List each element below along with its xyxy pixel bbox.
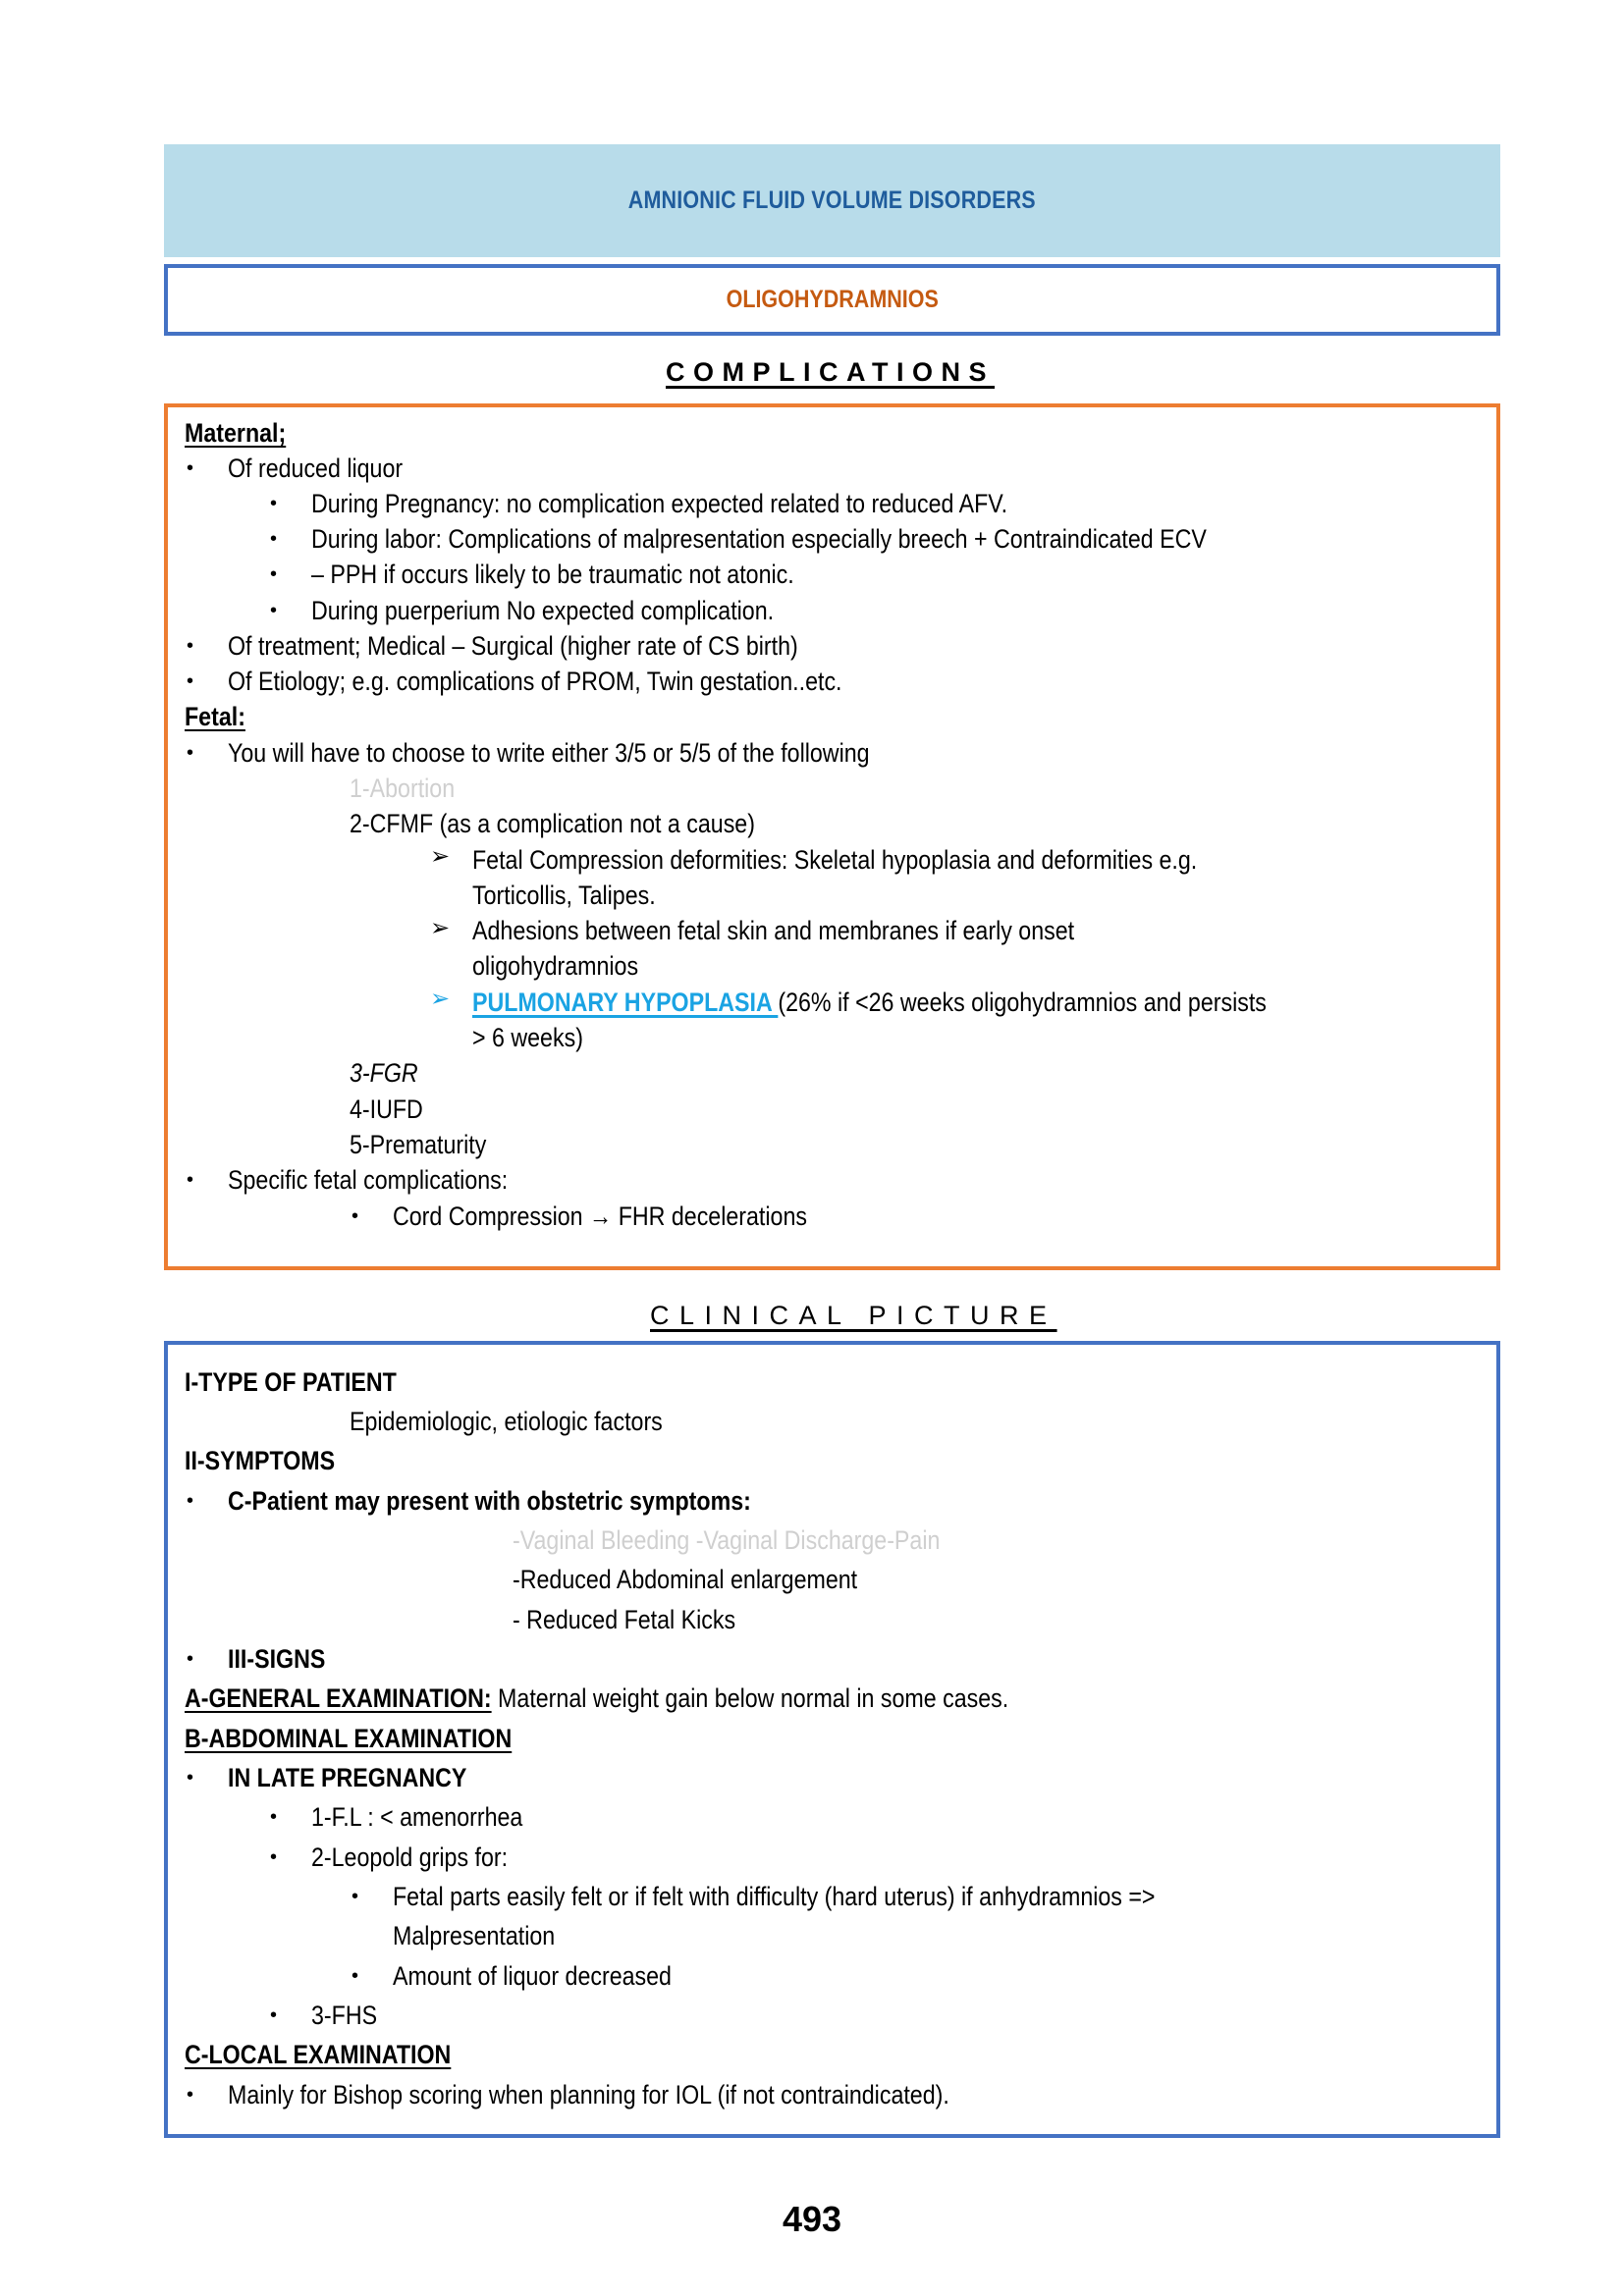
maternal-item: Of reduced liquor — [228, 454, 404, 483]
subtitle-box — [164, 264, 1500, 336]
bullet-icon: • — [352, 1205, 359, 1227]
fetal-item-iufd: 4-IUFD — [350, 1095, 423, 1124]
local-examination-label: C-LOCAL EXAMINATION — [185, 2040, 452, 2069]
specific-fetal-item: Cord Compression → FHR decelerations — [393, 1201, 807, 1231]
fetal-label: Fetal: — [185, 702, 245, 731]
pulmonary-hypoplasia-detail: (26% if <26 weeks oligohydramnios and persists — [778, 988, 1267, 1017]
bullet-icon: • — [187, 1648, 194, 1670]
page-number: 493 — [782, 2199, 842, 2239]
bullet-icon: • — [187, 1490, 194, 1512]
bullet-icon: • — [187, 635, 194, 657]
fetal-intro: You will have to choose to write either 3/5 or 5/5 of the following — [228, 738, 870, 768]
pulmonary-hypoplasia-link[interactable]: PULMONARY HYPOPLASIA — [472, 988, 779, 1017]
symptom-item: - Reduced Fetal Kicks — [513, 1605, 736, 1634]
general-examination-text: Maternal weight gain below normal in some cases. — [491, 1683, 1009, 1713]
cfmf-sub-adhesions: Adhesions between fetal skin and membranes if early onset — [472, 916, 1075, 945]
symptom-item: -Reduced Abdominal enlargement — [513, 1565, 858, 1594]
bullet-icon: • — [270, 1806, 278, 1828]
cfmf-sub-compression-cont: Torticollis, Talipes. — [472, 881, 656, 910]
bullet-icon: • — [270, 1846, 278, 1868]
cfmf-sub-pulmonary-cont: > 6 weeks) — [472, 1023, 583, 1052]
maternal-item: Of Etiology; e.g. complications of PROM, Twin gestation..etc. — [228, 667, 842, 696]
maternal-subitem: During puerperium No expected complication. — [311, 596, 775, 625]
symptoms-bullet: C-Patient may present with obstetric symptoms: — [228, 1486, 751, 1516]
general-examination — [185, 1683, 1008, 1714]
fetal-item-abortion: 1-Abortion — [350, 774, 456, 803]
leopold-sub-liquor: Amount of liquor decreased — [393, 1961, 672, 1991]
local-examination-text: Mainly for Bishop scoring when planning for IOL (if not contraindicated). — [228, 2080, 949, 2109]
maternal-item: Of treatment; Medical – Surgical (higher rate of CS birth) — [228, 631, 798, 661]
bullet-icon: • — [270, 2004, 278, 2026]
leopold-sub-fetal-parts-cont: Malpresentation — [393, 1921, 556, 1950]
bullet-icon: • — [187, 2084, 194, 2106]
cfmf-sub-adhesions-cont: oligohydramnios — [472, 951, 639, 981]
signs-label: III-SIGNS — [228, 1644, 326, 1674]
leopold-item: 2-Leopold grips for: — [311, 1842, 509, 1872]
maternal-subitem: During Pregnancy: no complication expected related to reduced AFV. — [311, 489, 1008, 518]
fetal-item-prematurity: 5-Prematurity — [350, 1130, 487, 1159]
general-examination-label: A-GENERAL EXAMINATION: — [185, 1683, 492, 1713]
title-banner — [164, 144, 1500, 257]
maternal-subitem: During labor: Complications of malpresentation especially breech + Contraindicated ECV — [311, 524, 1207, 554]
cfmf-sub-compression: Fetal Compression deformities: Skeletal hypoplasia and deformities e.g. — [472, 845, 1198, 875]
bullet-icon: • — [187, 742, 194, 764]
cfmf-sub-pulmonary — [472, 988, 1267, 1018]
bullet-icon: • — [270, 528, 278, 550]
section-subtitle: OLIGOHYDRAMNIOS — [726, 286, 939, 313]
bullet-icon: • — [187, 670, 194, 692]
fetal-item-cfmf: 2-CFMF (as a complication not a cause) — [350, 809, 755, 838]
arrow-bullet-icon: ➢ — [430, 915, 451, 941]
bullet-icon: • — [352, 1886, 359, 1907]
symptoms-label: II-SYMPTOMS — [185, 1446, 336, 1475]
bullet-icon: • — [187, 1767, 194, 1789]
bullet-icon: • — [187, 1169, 194, 1191]
maternal-subitem: – PPH if occurs likely to be traumatic not atonic. — [311, 560, 794, 589]
type-of-patient-detail: Epidemiologic, etiologic factors — [350, 1407, 663, 1436]
page-title: AMNIONIC FLUID VOLUME DISORDERS — [627, 187, 1037, 214]
late-pregnancy-label: IN LATE PREGNANCY — [228, 1763, 467, 1792]
fundal-level-item: 1-F.L : < amenorrhea — [311, 1802, 523, 1832]
leopold-sub-fetal-parts: Fetal parts easily felt or if felt with difficulty (hard uterus) if anhydramnios => — [393, 1882, 1156, 1911]
arrow-bullet-icon: ➢ — [430, 986, 451, 1012]
bullet-icon: • — [187, 457, 194, 479]
symptom-item: -Vaginal Bleeding -Vaginal Discharge-Pain — [513, 1525, 941, 1555]
complications-heading: COMPLICATIONS — [666, 357, 995, 387]
bullet-icon: • — [270, 493, 278, 514]
bullet-icon: • — [270, 600, 278, 621]
fhs-item: 3-FHS — [311, 2001, 378, 2030]
bullet-icon: • — [270, 563, 278, 585]
fetal-item-fgr: 3-FGR — [350, 1058, 418, 1088]
specific-fetal-label: Specific fetal complications: — [228, 1165, 509, 1195]
clinical-picture-heading: CLINICAL PICTURE — [650, 1301, 1057, 1330]
bullet-icon: • — [352, 1965, 359, 1987]
type-of-patient-label: I-TYPE OF PATIENT — [185, 1367, 397, 1397]
maternal-label: Maternal; — [185, 418, 287, 448]
abdominal-examination-label: B-ABDOMINAL EXAMINATION — [185, 1724, 513, 1753]
arrow-bullet-icon: ➢ — [430, 843, 451, 870]
